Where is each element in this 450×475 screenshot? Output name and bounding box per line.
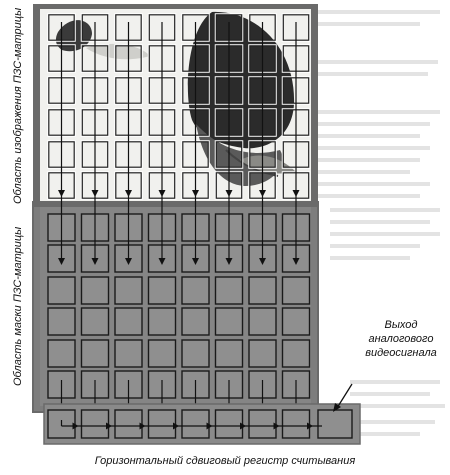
mask-cell xyxy=(216,277,243,304)
register-cell xyxy=(82,410,109,438)
mask-cell xyxy=(149,308,176,335)
mask-cell xyxy=(48,308,75,335)
mask-cell xyxy=(249,340,276,367)
register-cell xyxy=(115,410,142,438)
mask-cell xyxy=(149,340,176,367)
register-cell xyxy=(149,410,176,438)
horizontal-register-caption: Горизонтальный сдвиговый регистр считывания xyxy=(94,455,356,467)
register-cell xyxy=(283,410,310,438)
register-cell xyxy=(182,410,209,438)
mask-cell xyxy=(82,277,109,304)
mask-cell xyxy=(48,340,75,367)
mask-cell xyxy=(283,308,310,335)
image-area-label: Область изображения ПЗС-матрицы xyxy=(12,7,24,204)
mask-cell xyxy=(283,277,310,304)
mask-cell xyxy=(216,308,243,335)
mask-cell xyxy=(48,277,75,304)
register-cell xyxy=(249,410,276,438)
mask-cell xyxy=(82,340,109,367)
output-cell xyxy=(318,410,352,438)
mask-cell xyxy=(182,277,209,304)
mask-cell xyxy=(82,308,109,335)
mask-cell xyxy=(115,277,142,304)
mask-cell xyxy=(249,277,276,304)
mask-cell xyxy=(249,308,276,335)
mask-cell xyxy=(283,340,310,367)
mask-cell xyxy=(149,277,176,304)
mask-cell xyxy=(182,308,209,335)
mask-cell xyxy=(182,340,209,367)
output-label-line-1: Выход xyxy=(384,319,418,331)
analog-output-label xyxy=(356,318,446,360)
register-cell xyxy=(216,410,243,438)
mask-cell xyxy=(115,308,142,335)
mask-cell xyxy=(216,340,243,367)
output-label-line-3: видеосигнала xyxy=(365,347,437,359)
mask-cell xyxy=(115,340,142,367)
mask-area-label: Область маски ПЗС-матрицы xyxy=(12,226,24,386)
output-label-line-2: аналогового xyxy=(368,333,434,345)
